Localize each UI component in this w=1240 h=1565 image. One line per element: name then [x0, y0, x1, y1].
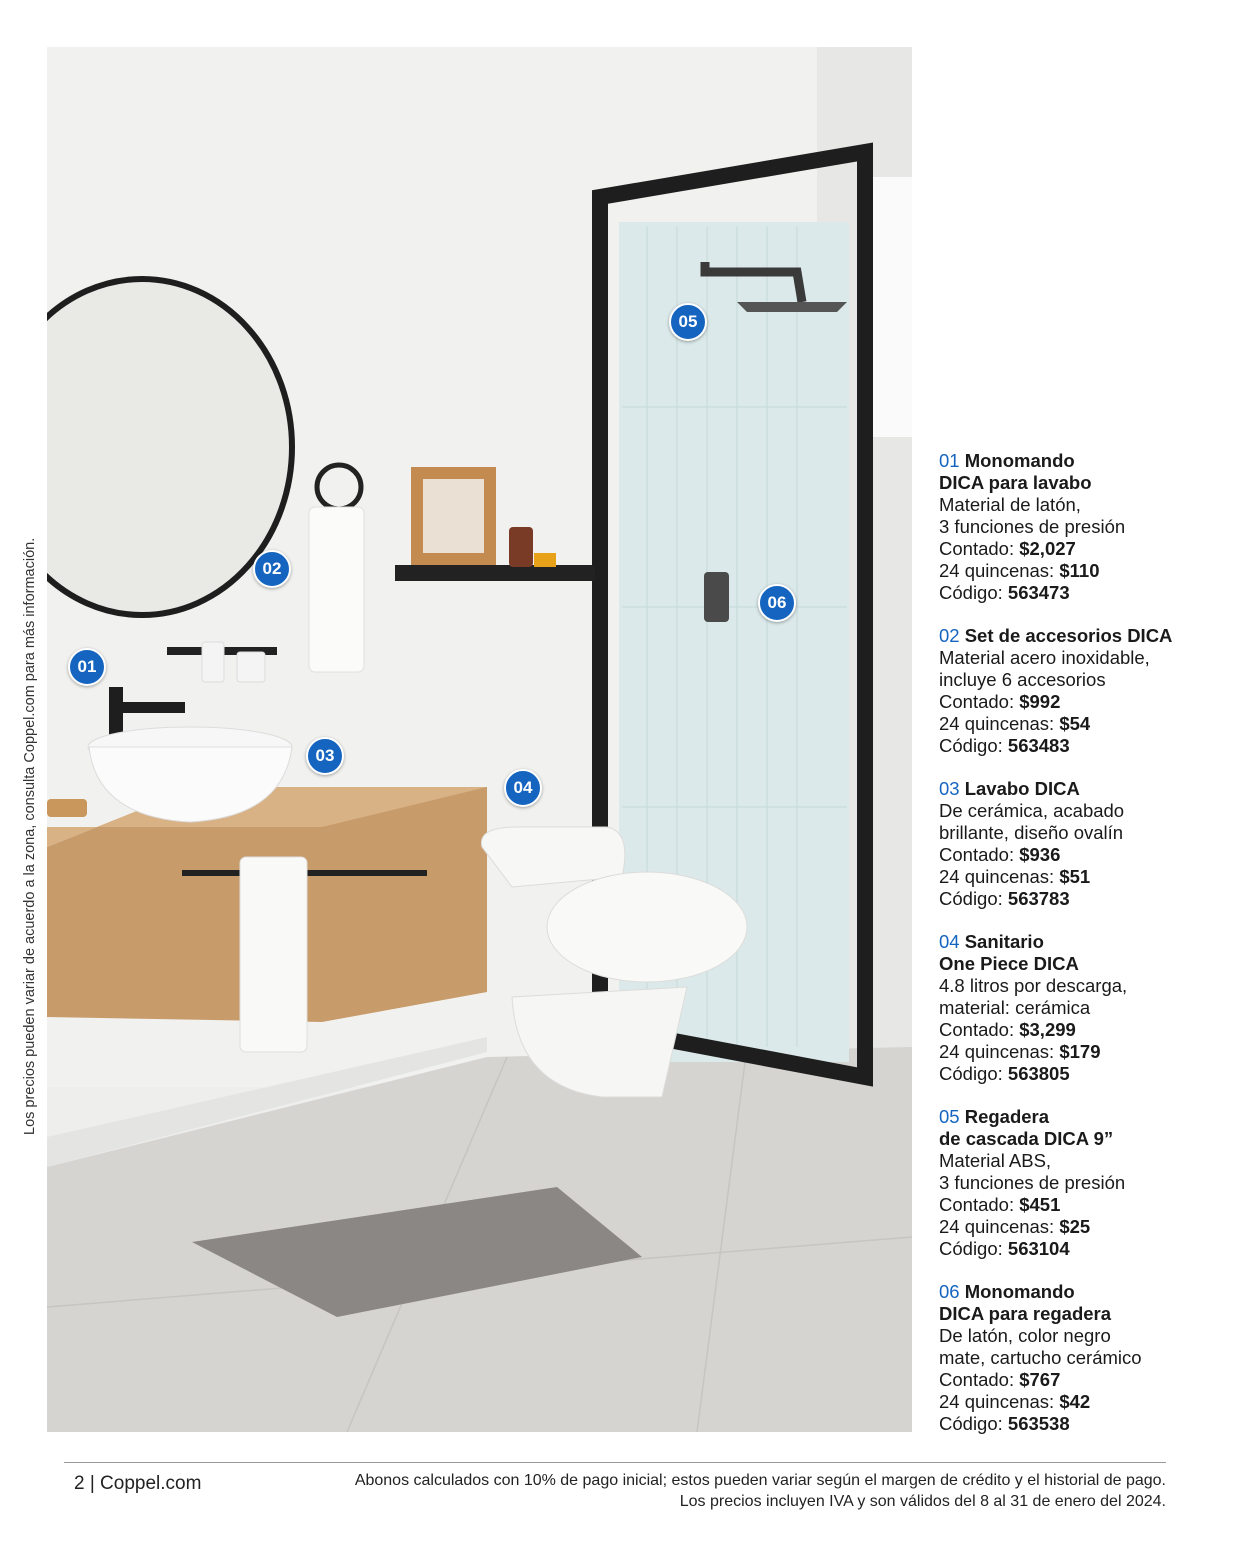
installment-label: 24 quincenas: — [939, 1391, 1055, 1412]
product-code: 563805 — [1007, 1063, 1070, 1084]
product-code: 563783 — [1007, 888, 1070, 909]
product-item — [939, 450, 1229, 604]
installment-label: 24 quincenas: — [939, 560, 1055, 581]
product-desc: mate, cartucho cerámico — [939, 1347, 1142, 1368]
product-number: 05 — [939, 1106, 960, 1127]
product-list — [939, 450, 1229, 1456]
bathroom-illustration — [47, 47, 912, 1432]
installment-price: $51 — [1059, 866, 1091, 887]
product-title: Lavabo DICA — [964, 778, 1080, 799]
product-title-line2: One Piece DICA — [939, 953, 1079, 974]
product-desc: De cerámica, acabado — [939, 800, 1125, 821]
cash-price: $3,299 — [1019, 1019, 1076, 1040]
disclaimer-line-1: Abonos calculados con 10% de pago inicial; estos pueden variar según el margen de crédito y el historial de pago. — [354, 1472, 1166, 1489]
cash-price: $992 — [1019, 691, 1061, 712]
product-desc: 3 funciones de presión — [939, 516, 1126, 537]
cash-label: Contado: — [939, 691, 1015, 712]
code-label: Código: — [939, 888, 1003, 909]
product-marker-02[interactable]: 02 — [253, 550, 291, 588]
disclaimer-line-2: Los precios incluyen IVA y son válidos del 8 al 31 de enero del 2024. — [679, 1493, 1166, 1510]
product-title: Sanitario — [964, 931, 1044, 952]
product-desc: 3 funciones de presión — [939, 1172, 1126, 1193]
product-item — [939, 931, 1229, 1085]
product-title-line2: de cascada DICA 9” — [939, 1128, 1114, 1149]
product-desc: brillante, diseño ovalín — [939, 822, 1124, 843]
code-label: Código: — [939, 1238, 1003, 1259]
product-number: 06 — [939, 1281, 960, 1302]
product-desc: 4.8 litros por descarga, — [939, 975, 1128, 996]
code-label: Código: — [939, 582, 1003, 603]
product-desc: De latón, color negro — [939, 1325, 1111, 1346]
installment-price: $54 — [1059, 713, 1091, 734]
installment-label: 24 quincenas: — [939, 1041, 1055, 1062]
cash-label: Contado: — [939, 844, 1015, 865]
product-desc: incluye 6 accesorios — [939, 669, 1106, 690]
product-item — [939, 625, 1229, 757]
product-title: Monomando — [964, 450, 1075, 471]
product-number: 01 — [939, 450, 960, 471]
cash-price: $2,027 — [1019, 538, 1076, 559]
code-label: Código: — [939, 1063, 1003, 1084]
product-title: Set de accesorios DICA — [964, 625, 1173, 646]
product-number: 04 — [939, 931, 960, 952]
installment-price: $179 — [1059, 1041, 1101, 1062]
code-label: Código: — [939, 735, 1003, 756]
cash-label: Contado: — [939, 1369, 1015, 1390]
cash-label: Contado: — [939, 1194, 1015, 1215]
product-item — [939, 778, 1229, 910]
product-code: 563538 — [1007, 1413, 1070, 1434]
installment-price: $25 — [1059, 1216, 1091, 1237]
product-marker-06[interactable]: 06 — [758, 584, 796, 622]
product-marker-05[interactable]: 05 — [669, 303, 707, 341]
product-item — [939, 1281, 1229, 1435]
page-number: 2 | Coppel.com — [74, 1473, 202, 1494]
cash-label: Contado: — [939, 1019, 1015, 1040]
installment-label: 24 quincenas: — [939, 1216, 1055, 1237]
product-desc: Material de latón, — [939, 494, 1081, 515]
cash-label: Contado: — [939, 538, 1015, 559]
product-number: 03 — [939, 778, 960, 799]
cash-price: $936 — [1019, 844, 1061, 865]
cash-price: $451 — [1019, 1194, 1061, 1215]
product-desc: Material ABS, — [939, 1150, 1052, 1171]
bathroom-photo — [47, 47, 912, 1432]
product-code: 563104 — [1007, 1238, 1070, 1259]
product-marker-04[interactable]: 04 — [504, 769, 542, 807]
product-title-line2: DICA para lavabo — [939, 472, 1092, 493]
price-disclaimer-vertical: Los precios pueden variar de acuerdo a la zona, consulta Coppel.com para más información. — [22, 537, 38, 1135]
code-label: Código: — [939, 1413, 1003, 1434]
product-code: 563483 — [1007, 735, 1070, 756]
installment-label: 24 quincenas: — [939, 713, 1055, 734]
installment-price: $42 — [1059, 1391, 1091, 1412]
footer-disclaimer — [355, 1470, 1166, 1512]
product-item — [939, 1106, 1229, 1260]
product-marker-03[interactable]: 03 — [306, 737, 344, 775]
product-title: Regadera — [964, 1106, 1050, 1127]
product-title-line2: DICA para regadera — [939, 1303, 1112, 1324]
product-marker-01[interactable]: 01 — [68, 648, 106, 686]
product-code: 563473 — [1007, 582, 1070, 603]
product-title: Monomando — [964, 1281, 1075, 1302]
installment-price: $110 — [1059, 560, 1100, 581]
installment-label: 24 quincenas: — [939, 866, 1055, 887]
product-desc: Material acero inoxidable, — [939, 647, 1150, 668]
product-desc: material: cerámica — [939, 997, 1091, 1018]
footer-divider — [64, 1462, 1166, 1463]
product-number: 02 — [939, 625, 960, 646]
cash-price: $767 — [1019, 1369, 1061, 1390]
